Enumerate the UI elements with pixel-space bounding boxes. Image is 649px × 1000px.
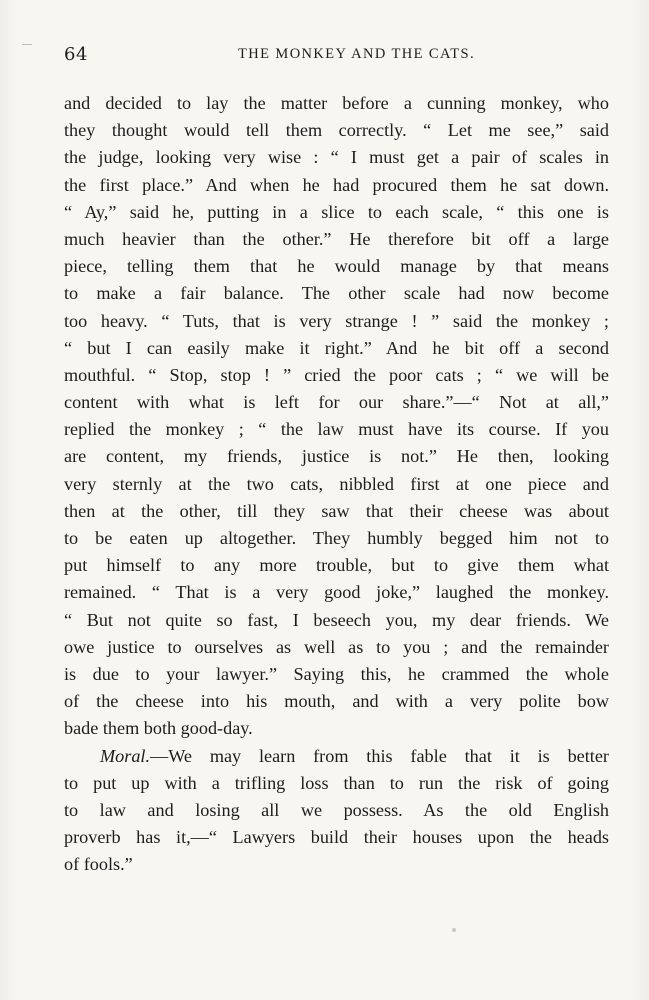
text-line: mouthful. “ Stop, stop ! ” cried the poor cats ; “ we will be [64,364,609,385]
text-line: owe justice to ourselves as well as to you ; and the remainder [64,636,609,657]
text-line: “ But not quite so fast, I beseech you, my dear friends. We [64,609,609,630]
text-line: the first place.” And when he had procured them he sat down. [64,174,609,195]
text-line: very sternly at the two cats, nibbled first at one piece and [64,473,609,494]
text-line: to be eaten up altogether. They humbly begged him not to [64,528,609,548]
running-head [64,44,609,70]
text-line: content with what is left for our share.”—“ Not at all,” [64,392,609,413]
moral-line: of fools.” [64,854,133,875]
text-line: replied the monkey ; “ the law must have its course. If you [64,419,609,440]
margin-mark [22,44,32,45]
text-line: too heavy. “ Tuts, that is very strange ! ” said the monkey ; [64,310,609,331]
text-line: is due to your lawyer.” Saying this, he crammed the whole [64,663,609,684]
running-title: THE MONKEY AND THE CATS. [237,46,475,62]
moral-first-line [64,743,609,770]
text-line: put himself to any more trouble, but to give them what [64,555,609,576]
text-line: much heavier than the other.” He therefore bit off a large [64,228,609,249]
moral-label: Moral. [100,745,151,766]
text-line: bade them both good-day. [64,718,253,739]
moral-text: —We may learn from this fable that it is better [150,745,609,766]
text-line: “ Ay,” said he, putting in a slice to each scale, “ this one is [64,201,609,222]
text-line: “ but I can easily make it right.” And he bit off a second [64,337,609,358]
paper-speck [452,928,456,932]
moral-line: to law and losing all we possess. As the old English [64,799,609,820]
text-line: to make a fair balance. The other scale had now become [64,283,609,304]
text-line: and decided to lay the matter before a cunning monkey, who [64,93,609,113]
moral-line: proverb has it,—“ Lawyers build their houses upon the heads [64,827,609,848]
text-line: they thought would tell them correctly. “ Let me see,” said [64,120,609,141]
text-line: of the cheese into his mouth, and with a very polite bow [64,691,609,712]
text-line: remained. “ That is a very good joke,” laughed the monkey. [64,582,609,603]
fable-text [64,90,609,878]
moral-line: to put up with a trifling loss than to run the risk of going [64,772,609,793]
text-line: are content, my friends, justice is not.” He then, looking [64,446,609,467]
text-line: then at the other, till they saw that their cheese was about [64,500,609,521]
text-line: the judge, looking very wise : “ I must get a pair of scales in [64,147,609,168]
page-number: 64 [64,44,88,65]
text-line: piece, telling them that he would manage by that means [64,256,609,277]
